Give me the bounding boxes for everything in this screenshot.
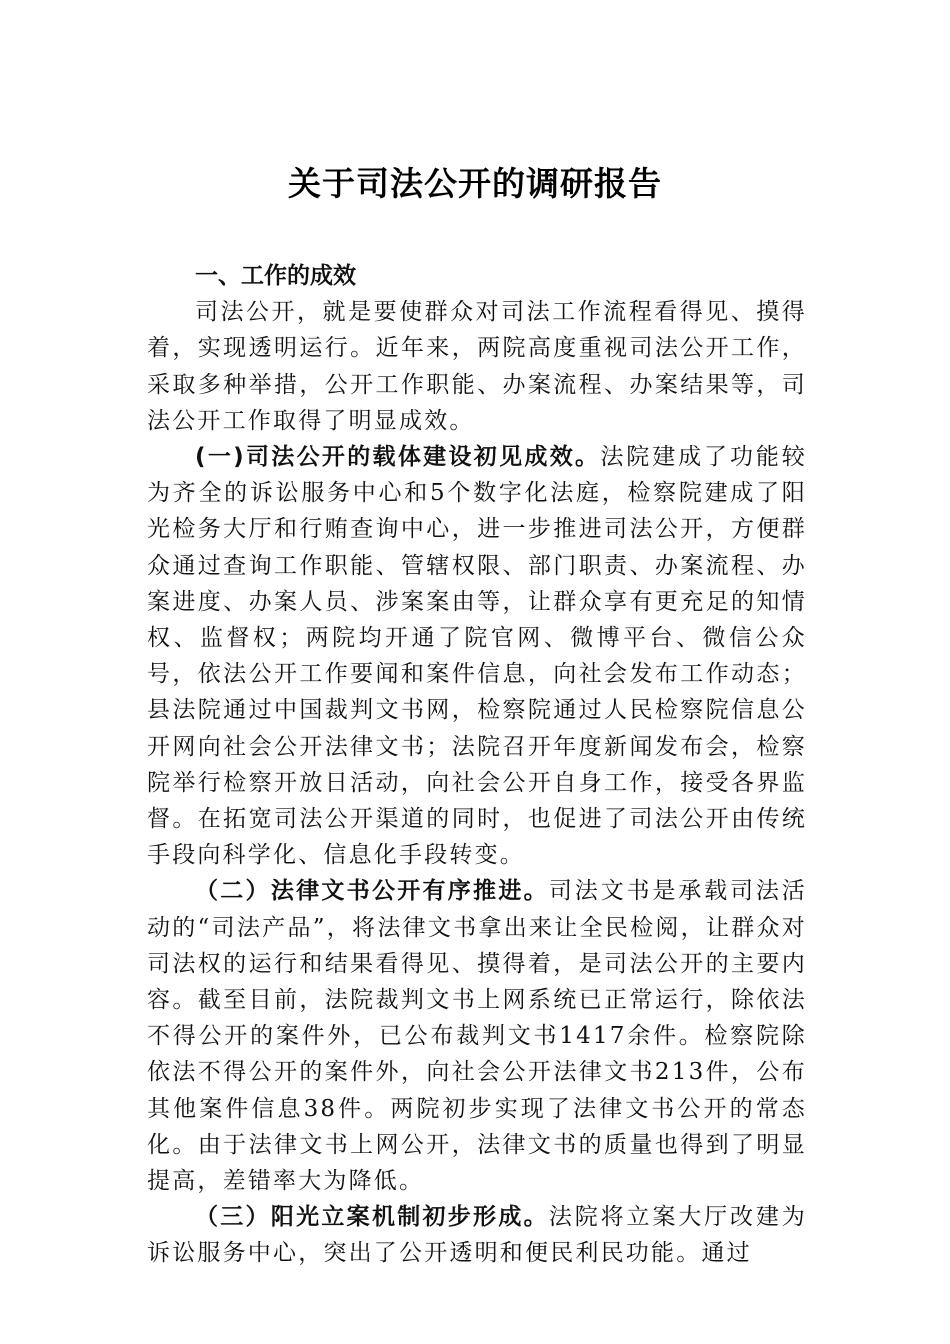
paragraph-text: 司法公开，就是要使群众对司法工作流程看得见、摸得着，实现透明运行。近年来，两院高度重视司法公开工作，采取多种举措，公开工作职能、办案流程、办案结果等，司法公开工作取得了明显成效。 xyxy=(147,299,807,434)
document-title: 关于司法公开的调研报告 xyxy=(288,164,662,203)
paragraph-intro xyxy=(147,294,807,439)
paragraph-lead: （二）法律文书公开有序推进。 xyxy=(195,878,549,905)
paragraph-sunshine-filing xyxy=(147,1199,807,1271)
paragraph-text: 司法文书是承载司法活动的“司法产品”，将法律文书拿出来让全民检阅，让群众对司法权的运行和结果看得见、摸得着，是司法公开的主要内容。截至目前，法院裁判文书上网系统已正常运行，除依法不得公开的案件外，已公布裁判文书1417余件。检察院除依法不得公开的案件外，向社会公开法律文书213件，公布其他案件信息38件。两院初步实现了法律文书公开的常态化。由于法律文书上网公开，法律文书的质量也得到了明显提高，差错率大为降低。 xyxy=(147,878,808,1195)
section-heading: 一、工作的成效 xyxy=(195,263,356,289)
paragraph-lead: （三）阳光立案机制初步形成。 xyxy=(195,1204,549,1231)
paragraph-legal-documents xyxy=(147,873,807,1199)
paragraph-carrier-construction xyxy=(147,439,807,873)
paragraph-text: 法院建成了功能较为齐全的诉讼服务中心和5个数字化法庭，检察院建成了阳光检务大厅和行贿查询中心，进一步推进司法公开，方便群众通过查询工作职能、管辖权限、部门职责、办案流程、办案进度、办案人员、涉案案由等，让群众享有更充足的知情权、监督权；两院均开通了院官网、微博平台、微信公众号，依法公开工作要闻和案件信息，向社会发布工作动态；县法院通过中国裁判文书网，检察院通过人民检察院信息公开网向社会公开法律文书；法院召开年度新闻发布会，检察院举行检察开放日活动，向社会公开自身工作，接受各界监督。在拓宽司法公开渠道的同时，也促进了司法公开由传统手段向科学化、信息化手段转变。 xyxy=(147,444,807,869)
paragraph-lead: (一)司法公开的载体建设初见成效。 xyxy=(195,444,601,471)
document-body xyxy=(147,258,807,1272)
paragraph-text: 法院将立案大厅改建为诉讼服务中心，突出了公开透明和便民利民功能。通过 xyxy=(147,1204,808,1267)
